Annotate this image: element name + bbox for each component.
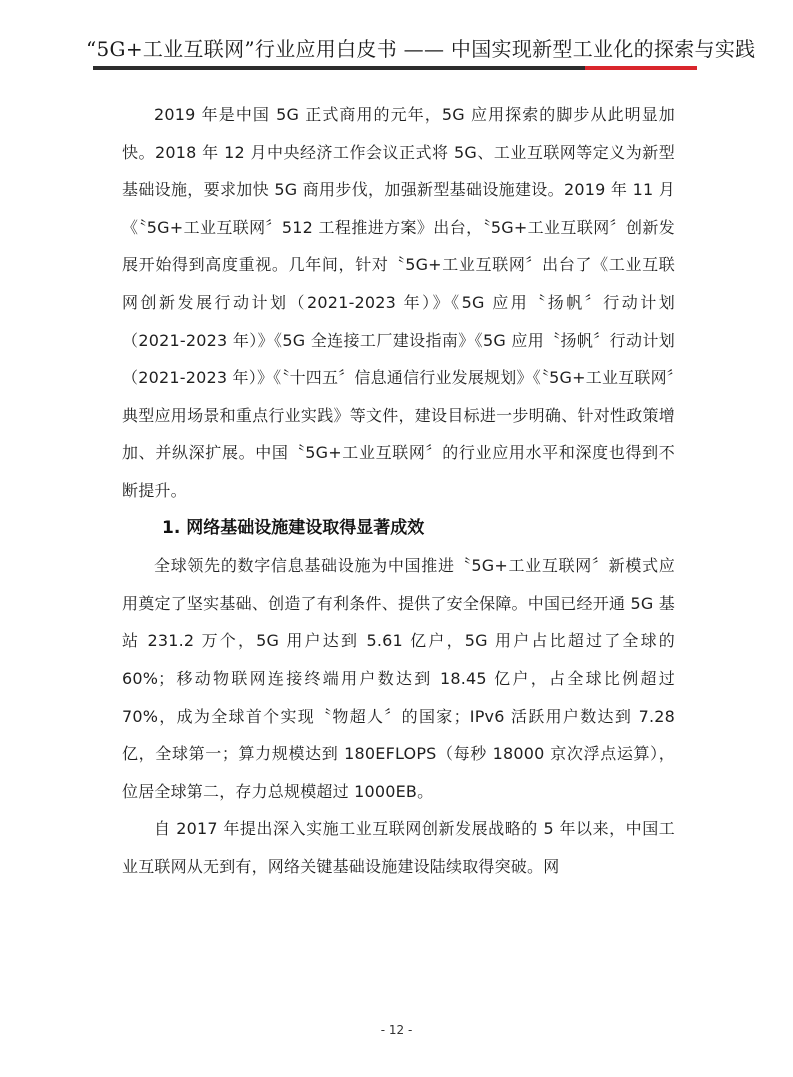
section-heading: 1. 网络基础设施建设取得显著成效	[162, 517, 425, 538]
paragraph-infrastructure: 全球领先的数字信息基础设施为中国推进〝5G+工业互联网〞新模式应用奠定了坚实基础、创造了有利条件、提供了安全保障。中国已经开通 5G 基站 231.2 万个，5G 用户达到 5.61 亿户，5G 用户占比超过了全球的 60%；移动物联网连接终端用户数达到 18.45 亿户，占全球比例超过 70%，成为全球首个实现〝物超人〞的国家；IPv6 活跃用户数达到 7.28 亿，全球第一；算力规模达到 180EFLOPS（每秒 18000 京次浮点运算），位居全球第二，存力总规模超过 1000EB。	[122, 556, 675, 801]
header-rule	[93, 66, 585, 70]
page-body	[122, 96, 675, 885]
paragraph-intro: 2019 年是中国 5G 正式商用的元年，5G 应用探索的脚步从此明显加快。2018 年 12 月中央经济工作会议正式将 5G、工业互联网等定义为新型基础设施，要求加快 5G 商用步伐，加强新型基础设施建设。2019 年 11 月《〝5G+工业互联网〞512 工程推进方案》出台，〝5G+工业互联网〞创新发展开始得到高度重视。几年间，针对〝5G+工业互联网〞出台了《工业互联网创新发展行动计划（2021-2023 年）》《5G 应用〝扬帆〞行动计划（2021-2023 年）》《5G 全连接工厂建设指南》《5G 应用〝扬帆〞行动计划（2021-2023 年）》《〝十四五〞信息通信行业发展规划》《〝5G+工业互联网〞典型应用场景和重点行业实践》等文件，建设目标进一步明确、针对性政策增加、并纵深扩展。中国〝5G+工业互联网〞的行业应用水平和深度也得到不断提升。	[122, 105, 675, 500]
paragraph-industrial-internet: 自 2017 年提出深入实施工业互联网创新发展战略的 5 年以来，中国工业互联网从无到有，网络关键基础设施建设陆续取得突破。网	[122, 819, 675, 876]
header-title: “5G+工业互联网”行业应用白皮书 —— 中国实现新型工业化的探索与实践	[86, 37, 756, 61]
header-rule-accent	[585, 66, 697, 70]
page-number: - 12 -	[380, 1023, 413, 1037]
